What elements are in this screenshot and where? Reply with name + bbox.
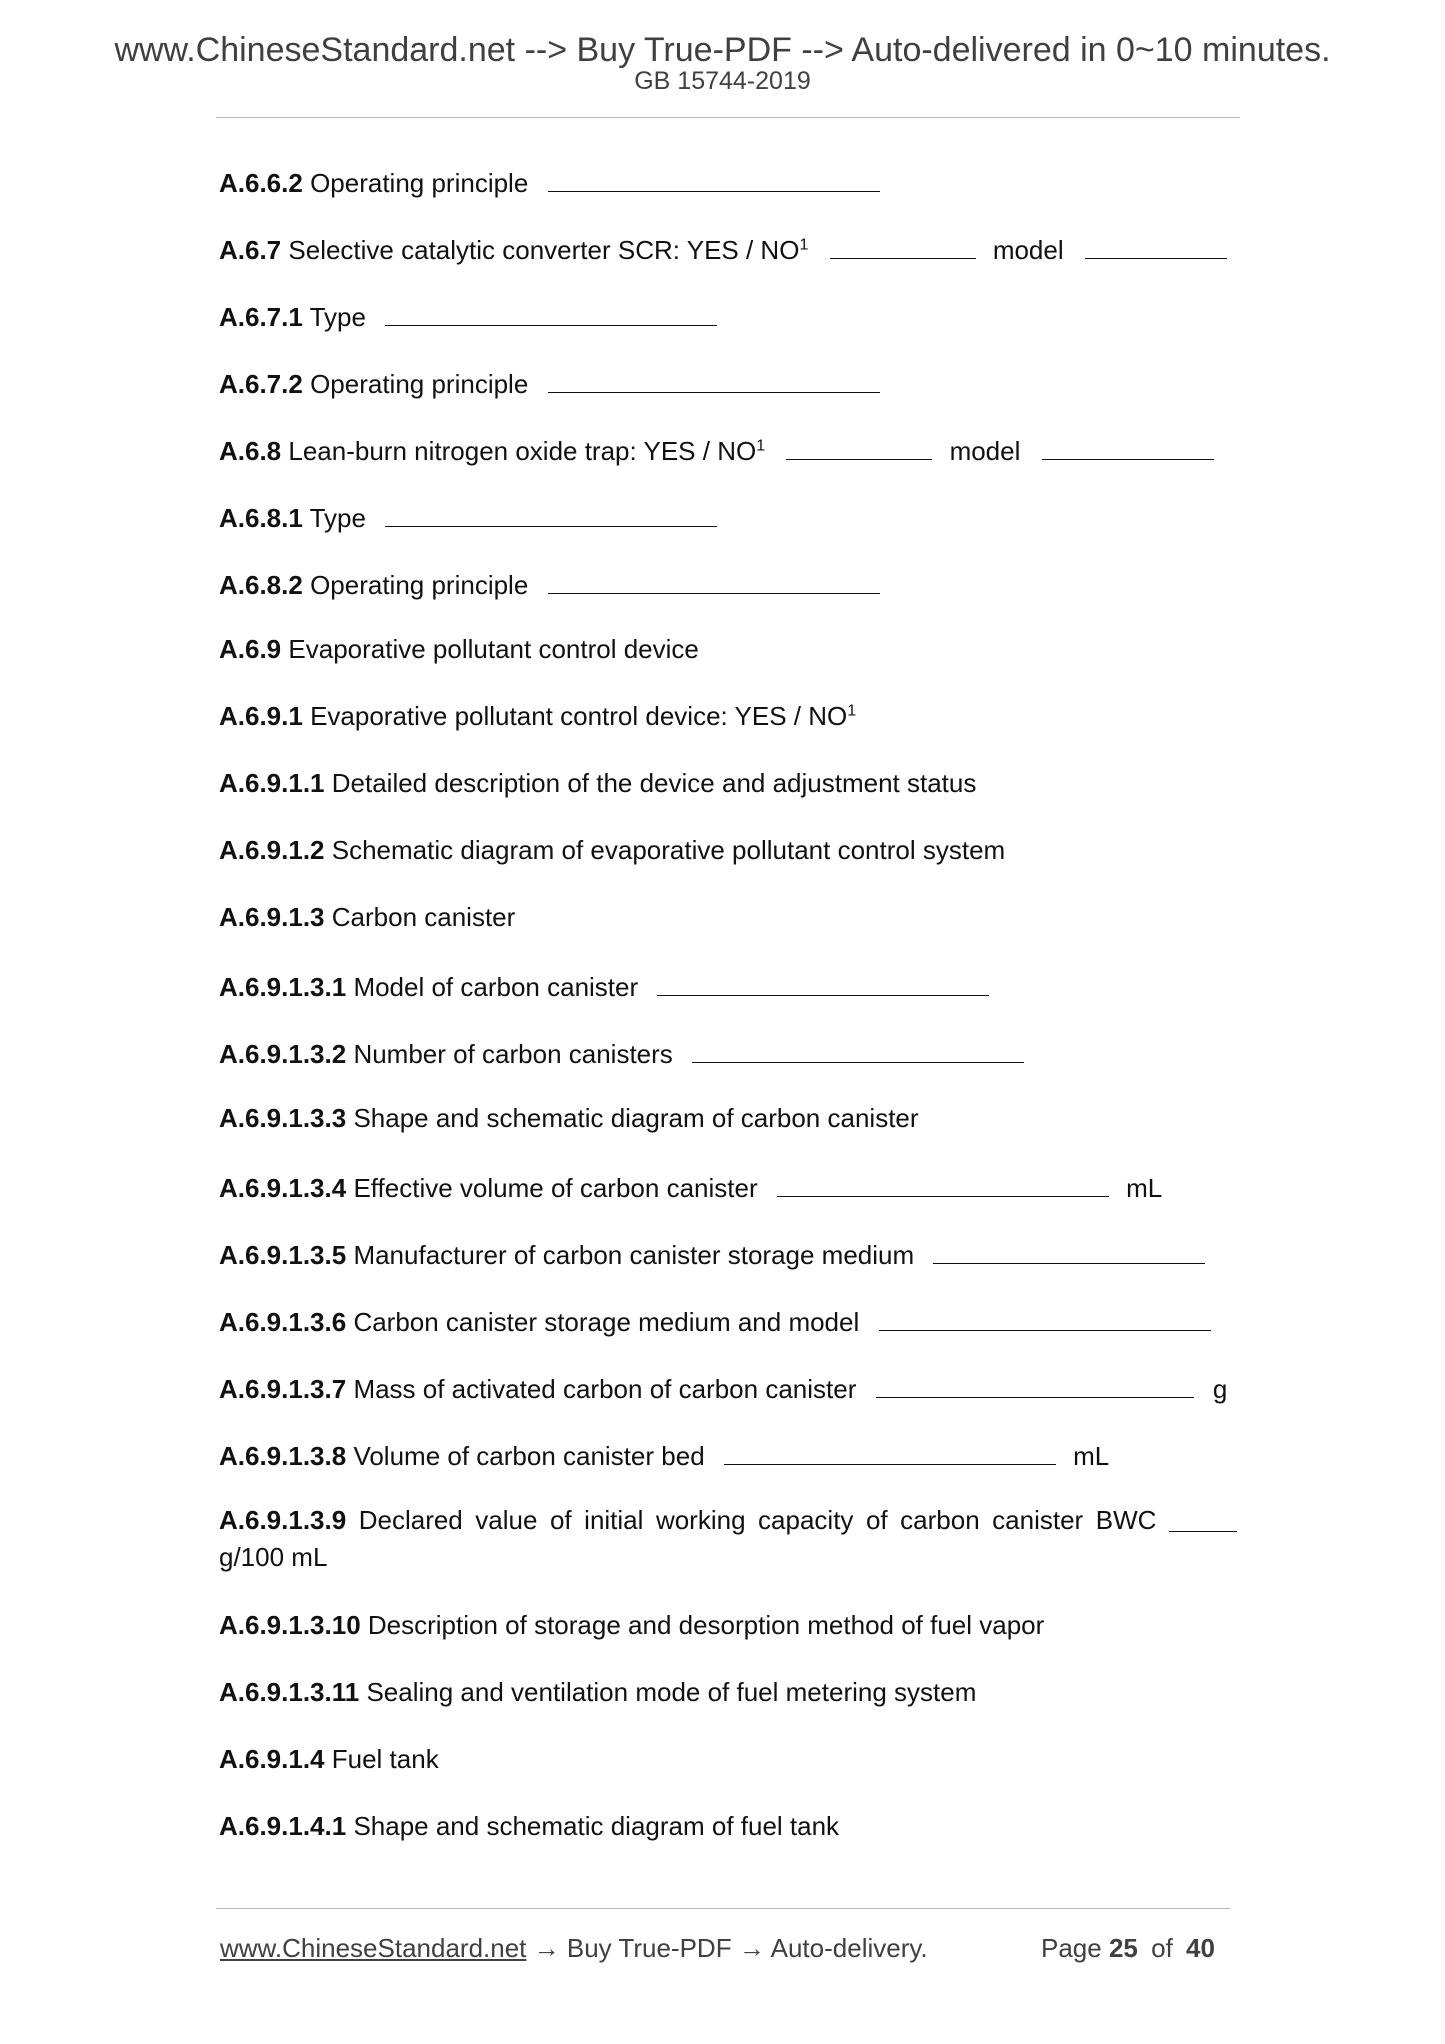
fill-in-blank[interactable] — [879, 1304, 1211, 1331]
footnote-marker: 1 — [799, 236, 809, 254]
fill-in-blank[interactable] — [724, 1438, 1056, 1465]
form-line-a6-9-1-4 — [219, 1744, 439, 1774]
clause-number: A.6.9.1.3 — [219, 902, 325, 932]
clause-number: A.6.9.1.3.11 — [219, 1677, 360, 1707]
fill-in-blank[interactable] — [876, 1371, 1194, 1398]
fill-in-blank[interactable] — [548, 366, 880, 393]
form-line-a6-9-1-3 — [219, 902, 515, 932]
clause-text: Mass of activated carbon of carbon canister — [353, 1374, 857, 1404]
clause-text: Shape and schematic diagram of fuel tank — [353, 1811, 840, 1841]
clause-text: Type — [309, 503, 366, 533]
clause-number: A.6.9.1.3.6 — [219, 1307, 347, 1337]
clause-number: A.6.9.1.3.7 — [219, 1374, 347, 1404]
fill-in-blank[interactable] — [786, 433, 932, 460]
clause-text: Model of carbon canister — [353, 972, 639, 1002]
clause-text: Sealing and ventilation mode of fuel metering system — [366, 1677, 977, 1707]
footnote-marker: 1 — [847, 702, 857, 720]
footer-promo — [220, 1932, 928, 1964]
model-blank[interactable] — [1042, 433, 1214, 460]
clause-number: A.6.7.2 — [219, 369, 303, 399]
form-line-a6-9-1-3-9-continuation — [219, 1542, 327, 1572]
page-label: Page — [1041, 1933, 1102, 1963]
clause-number: A.6.9.1.3.2 — [219, 1039, 347, 1069]
clause-number: A.6.9.1.3.10 — [219, 1610, 361, 1640]
fill-in-blank[interactable] — [777, 1170, 1109, 1197]
clause-text: Operating principle — [310, 369, 529, 399]
clause-text: Number of carbon canisters — [353, 1039, 673, 1069]
model-label: model — [992, 235, 1064, 265]
clause-text: Effective volume of carbon canister — [353, 1173, 758, 1203]
clause-word: canister — [992, 1505, 1084, 1535]
form-line-a6-7-2 — [219, 366, 880, 399]
fill-in-blank[interactable] — [830, 232, 976, 259]
clause-text: Volume of carbon canister bed — [353, 1441, 705, 1471]
clause-number: A.6.9.1.2 — [219, 835, 325, 865]
unit-label: g/100 mL — [219, 1542, 328, 1572]
fill-in-blank[interactable] — [692, 1036, 1024, 1063]
clause-number: A.6.8 — [219, 436, 282, 466]
form-line-a6-9-1-3-1 — [219, 969, 989, 1002]
clause-number: A.6.7 — [219, 235, 282, 265]
clause-text: Schematic diagram of evaporative pollutant control system — [331, 835, 1006, 865]
form-line-a6-9-1-3-5 — [219, 1237, 1205, 1270]
form-line-a6-8-1 — [219, 500, 717, 533]
clause-number: A.6.9.1.3.9 — [219, 1505, 347, 1535]
form-line-a6-9-1-3-3 — [219, 1103, 919, 1133]
clause-text: Selective catalytic converter SCR: YES / NO — [288, 235, 800, 265]
form-line-a6-9-1-3-4 — [219, 1170, 1162, 1203]
clause-text: Detailed description of the device and adjustment status — [331, 768, 977, 798]
clause-number: A.6.9.1.4.1 — [219, 1811, 347, 1841]
clause-text: Carbon canister — [331, 902, 516, 932]
model-blank[interactable] — [1085, 232, 1227, 259]
clause-word: working — [655, 1505, 746, 1535]
form-line-a6-9-1-3-7 — [219, 1371, 1227, 1404]
fill-in-blank[interactable] — [548, 165, 880, 192]
form-line-a6-9-1-3-11 — [219, 1677, 976, 1707]
unit-label: g — [1212, 1374, 1228, 1404]
clause-number: A.6.9.1.3.4 — [219, 1173, 347, 1203]
form-line-a6-9-1-3-2 — [219, 1036, 1024, 1069]
clause-word: initial — [584, 1505, 644, 1535]
clause-text: Evaporative pollutant control device — [288, 634, 699, 664]
justified-text-line — [219, 1505, 1237, 1535]
clause-number: A.6.9.1.3.1 — [219, 972, 347, 1002]
clause-number: A.6.9 — [219, 634, 282, 664]
clause-text: Fuel tank — [331, 1744, 439, 1774]
clause-text: Lean-burn nitrogen oxide trap: YES / NO — [288, 436, 757, 466]
unit-label: mL — [1126, 1173, 1163, 1203]
footer-site-link[interactable]: www.ChineseStandard.net — [220, 1933, 527, 1963]
form-line-a6-9-1-4-1 — [219, 1811, 839, 1841]
form-line-a6-9-1-3-6 — [219, 1304, 1211, 1337]
form-line-a6-7-1 — [219, 299, 717, 332]
form-line-a6-8 — [219, 433, 1214, 466]
clause-word: of — [549, 1505, 572, 1535]
standard-number: GB 15744-2019 — [634, 67, 811, 95]
total-pages: 40 — [1186, 1933, 1215, 1963]
clause-text: Evaporative pollutant control device: YES / NO — [310, 701, 848, 731]
clause-text: Operating principle — [310, 570, 529, 600]
fill-in-blank[interactable] — [933, 1237, 1205, 1264]
page-number: 25 — [1108, 1933, 1138, 1963]
footer-divider — [216, 1908, 1230, 1909]
clause-number: A.6.8.1 — [219, 503, 303, 533]
clause-text: Type — [309, 302, 366, 332]
clause-word: carbon — [900, 1505, 980, 1535]
fill-in-blank[interactable] — [385, 500, 717, 527]
clause-text: Description of storage and desorption method of fuel vapor — [367, 1610, 1045, 1640]
footnote-marker: 1 — [756, 437, 766, 455]
clause-word: BWC — [1095, 1505, 1157, 1535]
model-label: model — [949, 436, 1021, 466]
form-line-a6-9-1-1 — [219, 768, 976, 798]
clause-number: A.6.9.1.3.3 — [219, 1103, 347, 1133]
clause-number: A.6.8.2 — [219, 570, 303, 600]
form-line-a6-9-1 — [219, 701, 856, 731]
clause-word: value — [475, 1505, 538, 1535]
form-line-a6-6-2 — [219, 165, 880, 198]
unit-label: mL — [1073, 1441, 1110, 1471]
arrow-icon: → — [533, 1933, 560, 1963]
footer-buy-text: Buy True-PDF — [566, 1933, 732, 1963]
page-indicator — [1041, 1932, 1215, 1964]
clause-text: Shape and schematic diagram of carbon canister — [353, 1103, 919, 1133]
clause-number: A.6.9.1.1 — [219, 768, 325, 798]
header-divider — [216, 117, 1240, 118]
fill-in-blank[interactable] — [1169, 1505, 1237, 1532]
clause-number: A.6.9.1.4 — [219, 1744, 325, 1774]
fill-in-blank[interactable] — [548, 567, 880, 594]
clause-word: capacity — [758, 1505, 854, 1535]
clause-number: A.6.9.1 — [219, 701, 303, 731]
clause-number: A.6.9.1.3.8 — [219, 1441, 347, 1471]
fill-in-blank[interactable] — [657, 969, 989, 996]
of-label: of — [1151, 1933, 1173, 1963]
clause-text: Operating principle — [310, 168, 529, 198]
form-line-a6-9-1-3-8 — [219, 1438, 1109, 1471]
form-line-a6-7 — [219, 232, 1227, 265]
clause-word: of — [865, 1505, 888, 1535]
form-line-a6-8-2 — [219, 567, 880, 600]
header-banner: www.ChineseStandard.net --> Buy True-PDF --> Auto-delivered in 0~10 minutes. — [114, 31, 1331, 69]
clause-number: A.6.6.2 — [219, 168, 303, 198]
fill-in-blank[interactable] — [385, 299, 717, 326]
clause-word: Declared — [358, 1505, 463, 1535]
form-line-a6-9-1-2 — [219, 835, 1005, 865]
clause-text: Carbon canister storage medium and model — [353, 1307, 860, 1337]
clause-number: A.6.9.1.3.5 — [219, 1240, 347, 1270]
form-line-a6-9 — [219, 634, 699, 664]
footer-delivery-text: Auto-delivery. — [770, 1933, 928, 1963]
clause-number: A.6.7.1 — [219, 302, 303, 332]
clause-text: Manufacturer of carbon canister storage medium — [353, 1240, 915, 1270]
form-line-a6-9-1-3-10 — [219, 1610, 1044, 1640]
arrow-icon: → — [738, 1933, 765, 1963]
form-line-a6-9-1-3-9 — [219, 1505, 1237, 1535]
